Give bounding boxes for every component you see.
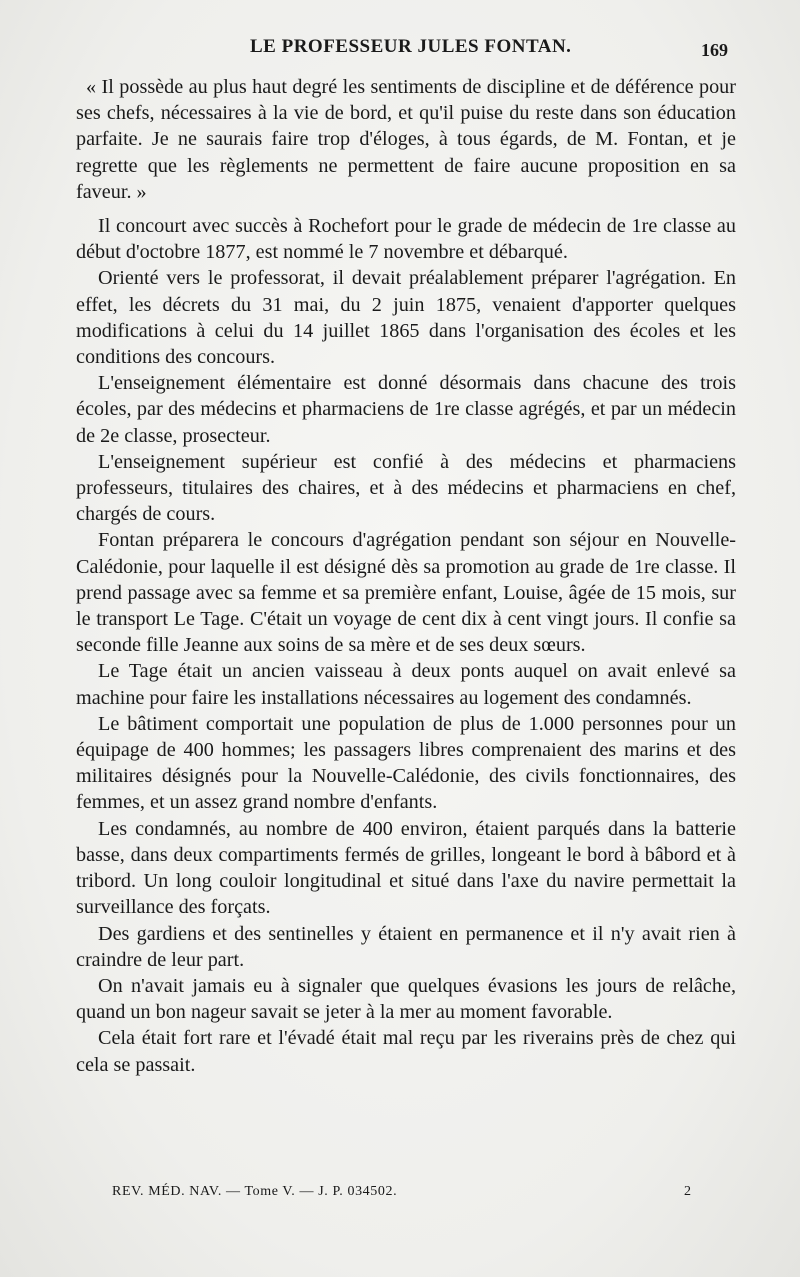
paragraph: Le bâtiment comportait une population de plus de 1.000 personnes pour un équipage de 400 hommes; les passagers libres comprenaient des marins et des militaires désignés pour la Nouvelle-Calédonie, des civils fonctionnaires, des femmes, et un assez grand nombre d'enfants.: [76, 712, 736, 814]
running-title: LE PROFESSEUR JULES FONTAN.: [250, 36, 572, 57]
paragraph: On n'avait jamais eu à signaler que quelques évasions les jours de relâche, quand un bon nageur savait se jeter à la mer au moment favorable.: [76, 974, 736, 1024]
paragraph: Cela était fort rare et l'évadé était mal reçu par les riverains près de chez qui cela se passait.: [76, 1027, 736, 1076]
paragraph: L'enseignement supérieur est confié à des médecins et pharmaciens professeurs, titulaires des chaires, et à des médecins et pharmaciens en chef, chargés de cours.: [76, 450, 736, 526]
page-body: [76, 74, 736, 1078]
paragraph: Des gardiens et des sentinelles y étaient en permanence et il n'y avait rien à craindre de leur part.: [76, 922, 736, 971]
paragraph: Il concourt avec succès à Rochefort pour le grade de médecin de 1re classe au début d'octobre 1877, est nommé le 7 novembre et débarqué.: [76, 215, 736, 264]
page-number: 169: [701, 40, 728, 60]
footer-imprint: REV. MÉD. NAV. — Tome V. — J. P. 034502.: [112, 1184, 398, 1199]
paragraph: Fontan préparera le concours d'agrégation pendant son séjour en Nouvelle-Calédonie, pour laquelle il est désigné dès sa promotion au grade de 1re classe. Il prend passage avec sa femme et sa première enfant, Louise, âgée de 15 mois, sur le transport Le Tage. C'était un voyage de cent dix à cent vingt jours. Il confie sa seconde fille Jeanne aux soins de sa mère et de ses deux sœurs.: [76, 529, 736, 657]
page-footer: [0, 1184, 800, 1208]
paragraph: L'enseignement élémentaire est donné désormais dans chacune des trois écoles, par des médecins et pharmaciens de 1re classe agrégés, et par un médecin de 2e classe, prosecteur.: [76, 372, 736, 447]
footer-signature-mark: 2: [684, 1184, 691, 1199]
paragraph-quote: « Il possède au plus haut degré les sentiments de discipline et de déférence pour ses chefs, nécessaires à la vie de bord, et qu'il puise du reste dans son éducation parfaite. Je ne saurais faire trop d'éloges, à tous égards, de M. Fontan, et je regrette que les règlements ne permettent de faire aucune proposition en sa faveur. »: [76, 76, 736, 203]
page-header: [0, 36, 800, 66]
paragraph: Orienté vers le professorat, il devait préalablement préparer l'agrégation. En effet, les décrets du 31 mai, du 2 juin 1875, venaient d'apporter quelques modifications à celui du 14 juillet 1865 dans l'organisation des écoles et les conditions des concours.: [76, 267, 736, 369]
paragraph: Les condamnés, au nombre de 400 environ, étaient parqués dans la batterie basse, dans deux compartiments fermés de grilles, longeant le bord à bâbord et à tribord. Un long couloir longitudinal et situé dans l'axe du navire permettait la surveillance des forçats.: [76, 817, 736, 919]
paragraph: Le Tage était un ancien vaisseau à deux ponts auquel on avait enlevé sa machine pour faire les installations nécessaires au logement des condamnés.: [76, 660, 736, 709]
